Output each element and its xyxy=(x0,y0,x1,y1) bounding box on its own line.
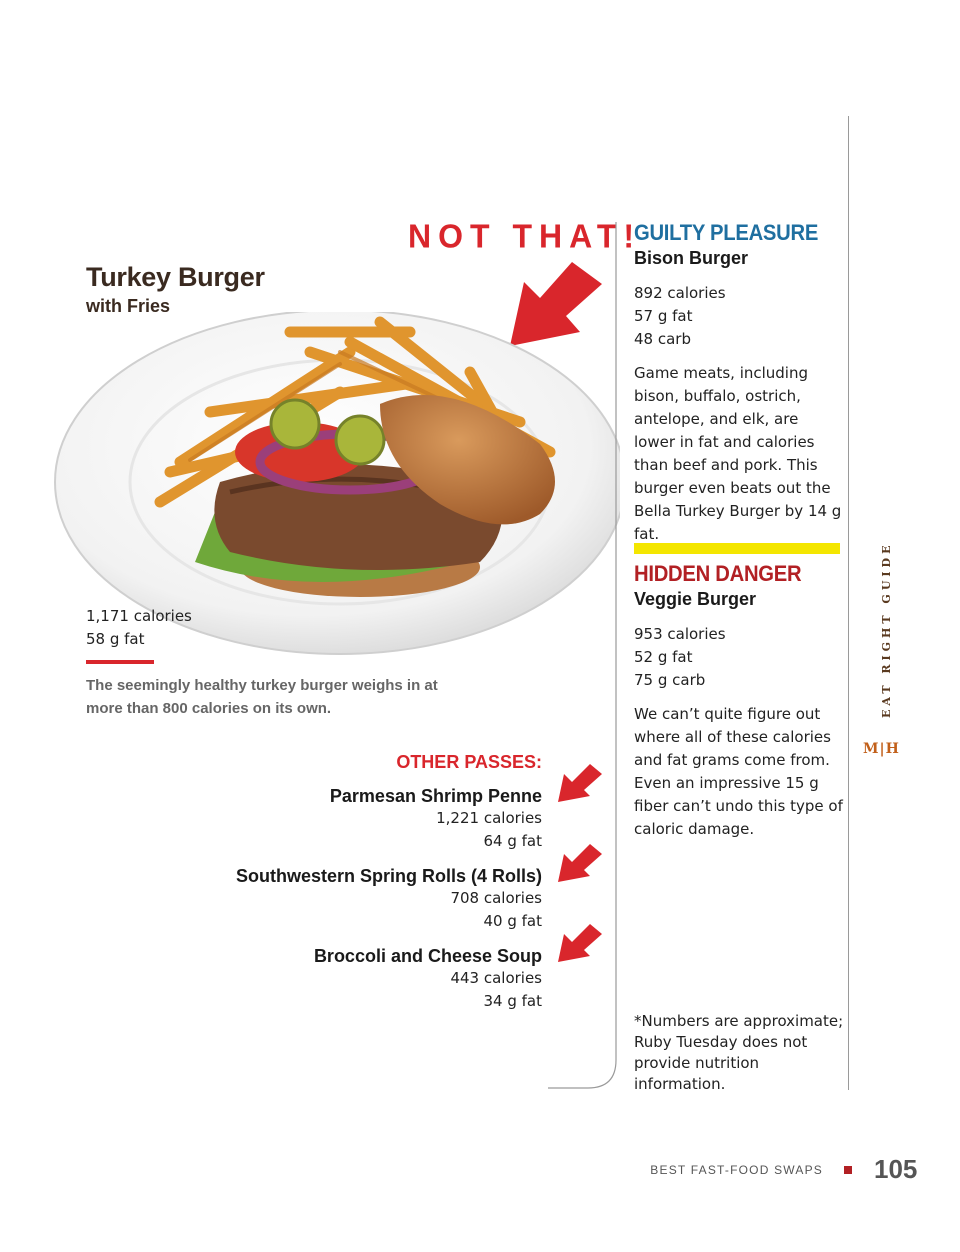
main-item-subtitle: with Fries xyxy=(86,296,171,316)
guilty-pleasure-item: Bison Burger xyxy=(634,248,749,268)
not-that-label: NOT THAT! xyxy=(408,217,642,255)
pass-item-name: Southwestern Spring Rolls (4 Rolls) xyxy=(235,866,542,886)
pass-item-fat: 64 g fat xyxy=(483,832,542,850)
red-rule xyxy=(86,660,154,664)
stat-line: 52 g fat xyxy=(634,648,693,666)
pass-item-fat: 40 g fat xyxy=(483,912,542,930)
other-passes-heading: OTHER PASSES: xyxy=(396,752,542,772)
stat-line: 892 calories xyxy=(634,284,726,302)
pass-item xyxy=(314,946,542,1013)
hidden-danger-body: We can’t quite figure out where all of these calories and fat grams come from. Even an impressive 15 g fiber can’t undo this type of caloric damage. xyxy=(634,705,843,838)
footnote: *Numbers are approximate; Ruby Tuesday does not provide nutrition information. xyxy=(634,1012,844,1093)
pass-item-name: Parmesan Shrimp Penne xyxy=(329,786,542,806)
stat-line: 48 carb xyxy=(634,330,691,348)
pass-item-calories: 443 calories xyxy=(450,969,542,987)
guilty-pleasure-heading: GUILTY PLEASURE xyxy=(634,220,819,245)
pass-item-fat: 34 g fat xyxy=(483,992,542,1010)
vertical-rule xyxy=(848,116,849,1090)
column-divider xyxy=(548,222,618,1090)
highlight-bar xyxy=(634,543,840,554)
main-item-calories: 1,171 calories xyxy=(86,607,192,625)
stat-line: 57 g fat xyxy=(634,307,693,325)
pass-item-calories: 1,221 calories xyxy=(436,809,542,827)
hidden-danger-heading: HIDDEN DANGER xyxy=(634,561,802,586)
main-item-fat: 58 g fat xyxy=(86,630,145,648)
guilty-pleasure-body: Game meats, including bison, buffalo, ostrich, antelope, and elk, are lower in fat and calories than beef and pork. This burger even beats out the Bella Turkey Burger by 14 g fat. xyxy=(634,364,842,543)
hidden-danger-stats xyxy=(634,623,844,692)
main-item-stats xyxy=(86,605,192,651)
pass-item xyxy=(330,786,542,853)
pass-item-calories: 708 calories xyxy=(450,889,542,907)
footer-square-icon xyxy=(844,1166,852,1174)
pass-item xyxy=(236,866,542,933)
page-number: 105 xyxy=(874,1154,918,1184)
side-section-label: EAT RIGHT GUIDE xyxy=(880,541,893,718)
mh-logo: M|H xyxy=(863,741,900,757)
main-item-title: Turkey Burger xyxy=(86,262,265,292)
pass-item-name: Broccoli and Cheese Soup xyxy=(313,946,542,966)
main-item-caption: The seemingly healthy turkey burger weighs in at more than 800 calories on its own. xyxy=(86,677,438,717)
stat-line: 75 g carb xyxy=(634,671,706,689)
stat-line: 953 calories xyxy=(634,625,726,643)
guilty-pleasure-stats xyxy=(634,282,844,351)
footer-section-title: BEST FAST-FOOD SWAPS xyxy=(650,1163,823,1177)
hidden-danger-item: Veggie Burger xyxy=(634,589,757,609)
